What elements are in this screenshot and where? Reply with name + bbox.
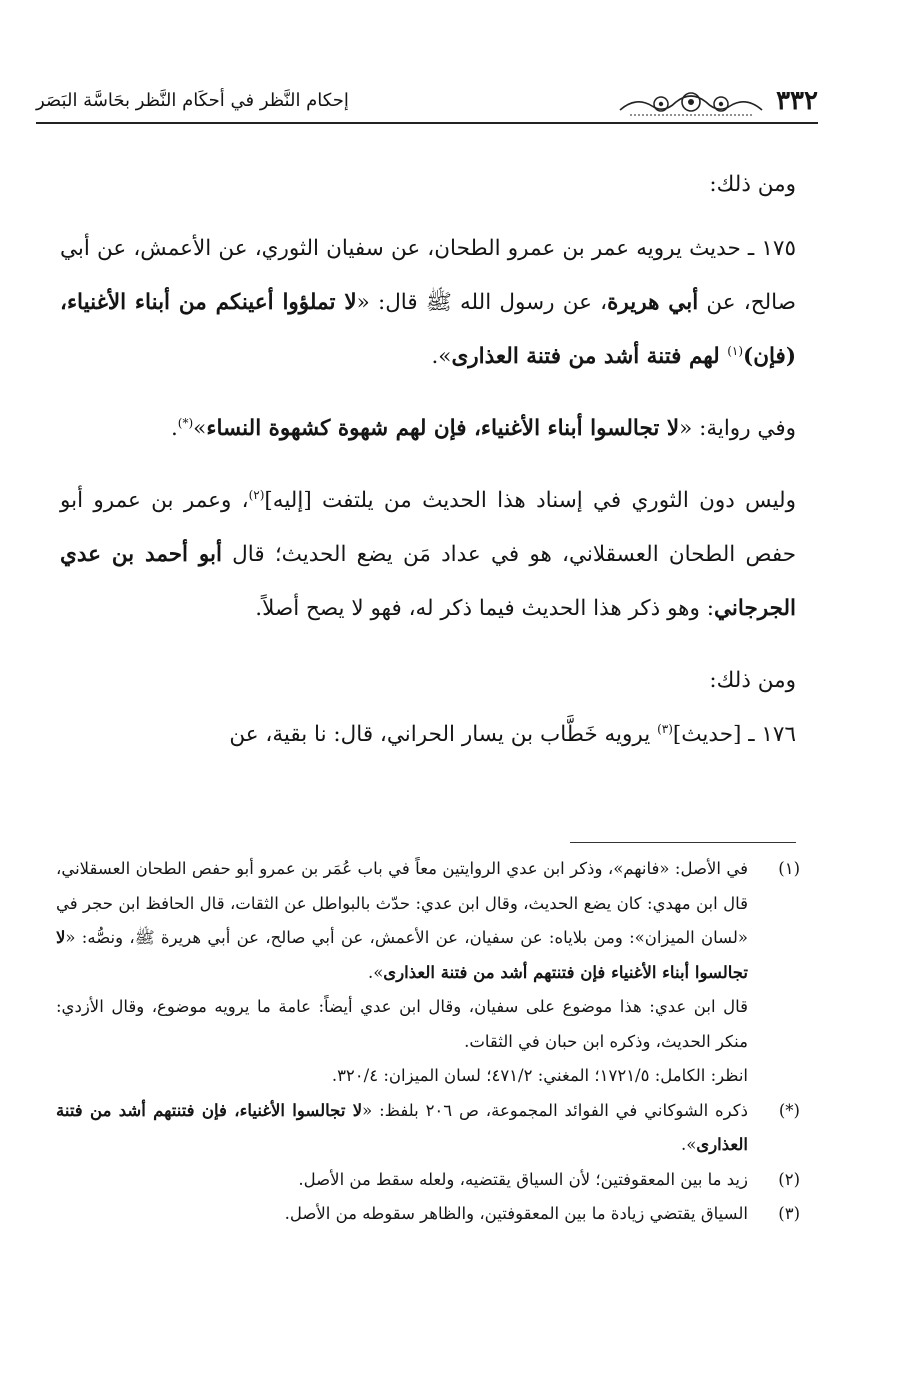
riwaya-quote-close: » [193,416,207,441]
hadith-176 [60,708,796,762]
footnote-1 [56,852,800,990]
footnote-text: ذكره الشوكاني في الفوائد المجموعة، ص ٢٠٦ بلفظ: « [362,1100,748,1120]
narrator-name: أبي هريرة [607,290,699,315]
running-title: إحكام النَّظر في أحكَام النَّظر بحَاسَّة البَصَر [36,90,349,111]
intro-line-2 [60,654,796,708]
hadith-175-matn-2: لهم فتنة أشد من فتنة العذارى [451,344,728,369]
footnote-ref-1[interactable]: (١) [727,343,744,358]
riwaya-end: . [170,416,178,441]
footnote-marker: (٣) [778,1204,800,1223]
commentary-paragraph [60,474,796,636]
page-number: ٣٣٢ [776,86,818,116]
commentary-text: وليس دون الثوري في إسناد هذا الحديث من يلتفت [إليه] [264,488,796,513]
footnote-body [56,1094,748,1163]
header-rule [36,122,818,124]
riwaya-intro: وفي رواية: « [679,416,796,441]
footnote-marker: (٢) [778,1169,800,1189]
footnote-body: السياق يقتضي زيادة ما بين المعقوفتين، والظاهر سقوطه من الأصل. [284,1204,748,1223]
hadith-175-end: ». [431,344,452,369]
footnote-ref-2[interactable]: (٢) [248,487,265,502]
intro-text-2: ومن ذلك: [709,668,796,693]
scholar-name: أبو أحمد بن عدي الجرجاني [60,542,796,621]
footnote-2 [56,1163,800,1198]
hadith-175-text: ١٧٥ ـ حديث يرويه عمر بن عمرو الطحان، عن سفيان الثوري، عن الأعمش، عن أبي صالح، عن [60,236,796,315]
footnote-body: زيد ما بين المعقوفتين؛ لأن السياق يقتضيه، ولعله سقط من الأصل. [298,1169,748,1189]
footnote-ref-3[interactable]: (٣) [657,721,673,736]
footnote-quote: لا تجالسوا أبناء الأغنياء فإن فتنتهم أشد من فتنة العذارى [56,928,748,982]
page-header [36,84,818,124]
hadith-175-matn: لا تملؤوا أعينكم من أبناء الأغنياء، (فإن) [60,290,796,369]
hadith-176-text: يرويه خَطَّاب بن يسار الحراني، قال: نا بقية، عن [229,722,658,747]
footnote-quote: لا تجالسوا الأغنياء، فإن فتنتهم أشد من فتنة العذارى [56,1100,748,1154]
footnote-text: في الأصل: «فانهم»، وذكر ابن عدي الروايتين معاً في باب عُمَر بن عمرو أبو حفص الطحان العسقلاني، قال ابن مهدي: كان يضع الحديث، وقال ابن عدي: حدّث بالبواطل عن الثقات، قال الحافظ ابن حجر في «لسان الميزان»: ومن بلاياه: عن سفيان، عن الأعمش، عن أبي صالح، عن أبي هريرة ﷺ، ونصُّه: « [56,859,748,947]
footnote-text-end: ». [367,962,384,982]
commentary-text-2: ، وعمر بن عمرو أبو حفص الطحان العسقلاني، هو في عداد مَن يضع الحديث؛ قال [60,488,796,567]
footnote-separator [570,842,796,843]
intro-text: ومن ذلك: [709,172,796,197]
intro-line [60,158,796,212]
footnote-marker: (١) [778,859,800,878]
footnote-3 [56,1197,800,1232]
footnote-1-line-3: انظر: الكامل: ١٧٢١/٥؛ المغني: ٤٧١/٢؛ لسان الميزان: ٣٢٠/٤. [331,1066,748,1085]
footnote-ref-star[interactable]: (*) [177,415,194,430]
main-text [60,158,796,762]
hadith-176-number: ١٧٦ ـ [حديث] [672,722,796,747]
ornament-icon [616,90,766,118]
footnote-marker: (*) [778,1100,800,1120]
commentary-text-3: : وهو ذكر هذا الحديث فيما ذكر له، فهو لا يصح أصلاً. [255,596,714,621]
hadith-175 [60,222,796,384]
hadith-175-text-2: ، عن رسول الله ﷺ قال: « [356,290,608,315]
footnote-star [56,1094,800,1163]
footnote-1-line-2: قال ابن عدي: هذا موضوع على سفيان، وقال ابن عدي أيضاً: عامة ما يرويه موضوع، وقال الأزدي: منكر الحديث، وذكره ابن حبان في الثقات. [56,997,748,1051]
footnote-text-end: ». [680,1135,697,1154]
riwaya-matn: لا تجالسوا أبناء الأغنياء، فإن لهم شهوة كشهوة النساء [206,416,680,441]
footnote-body [56,852,748,990]
footnotes [56,852,800,1232]
riwaya-paragraph [60,402,796,456]
